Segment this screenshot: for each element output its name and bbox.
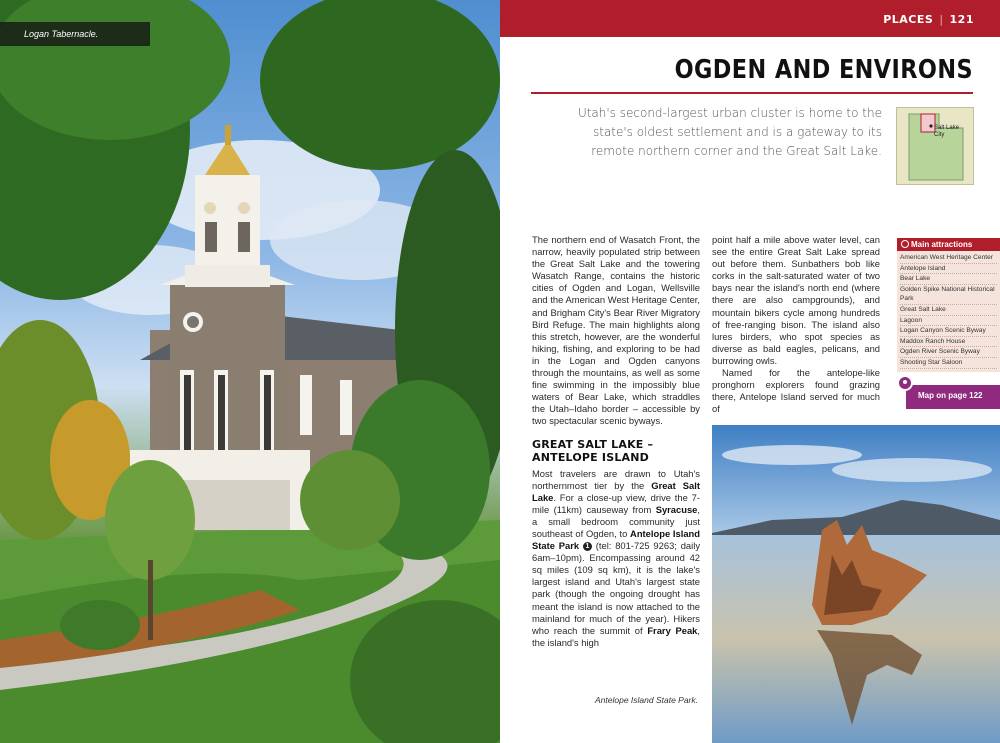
photo-caption-antelope: Antelope Island State Park. (594, 695, 698, 705)
map-city-label-line2: City (934, 132, 945, 138)
section-name: PLACES (883, 13, 934, 26)
text-run: Most travelers are drawn to Utah's northernmost tier by the (532, 467, 700, 491)
bold-term: Great Salt Lake (532, 479, 700, 503)
body-paragraph-intro: The northern end of Wasatch Front, the narrow, heavily populated strip between the Great Salt Lake and the towering Wasatch Range, contains the historic cities of Ogden and Logan, Wellsville and the American West Heritage Center, and Brigham City's Bear River Migratory Bird Refuge. The main highlights along this stretch, however, are the wonderful hiking, fishing, and exploring to be had in the Logan and Ogden canyons through the mountains, as well as some fine swimming in the impossibly blue waters of Bear Lake, which straddles the Utah–Idaho border – accessible by two spectacular scenic byways. (532, 234, 700, 427)
photo-caption-logan: Logan Tabernacle. (0, 22, 150, 46)
header-separator: | (939, 13, 944, 26)
location-icon (901, 240, 909, 248)
running-header (883, 13, 974, 26)
main-attractions-box (897, 238, 1000, 372)
bold-term: Syracuse (655, 503, 698, 515)
attraction-item: Antelope Island (900, 264, 997, 275)
bold-term: Frary Peak (647, 624, 698, 636)
bold-term: Antelope Island State Park (532, 527, 700, 552)
main-attractions-heading (897, 238, 1000, 251)
chapter-title: OGDEN AND ENVIRONS (674, 55, 973, 85)
main-attractions-title: Main attractions (911, 240, 973, 249)
body-paragraph-salt-lake (532, 468, 700, 649)
map-reference-number: 1 (583, 542, 592, 551)
attraction-item: Lagoon (900, 316, 997, 327)
title-rule (531, 92, 973, 94)
attraction-item: Golden Spike National Historical Park (900, 285, 997, 305)
chapter-intro: Utah's second-largest urban cluster is home to the state's oldest settlement and is a gateway to its remote northern corner and the Great Salt Lake. (577, 106, 882, 158)
utah-outline-map (897, 108, 975, 186)
attraction-item: Shooting Star Saloon (900, 358, 997, 369)
body-paragraph-antelope: Named for the antelope-like pronghorn explorers found grazing there, Antelope Island served for much of (712, 367, 880, 415)
antelope-island-photo (712, 425, 1000, 743)
attraction-item: Logan Canyon Scenic Byway (900, 326, 997, 337)
text-run: . For a close-up view, drive the 7-mile (11km) causeway from (532, 491, 700, 515)
attraction-item: American West Heritage Center (900, 253, 997, 264)
body-column-1 (532, 234, 700, 649)
locator-map (896, 107, 974, 185)
text-run: , the island's high (532, 624, 701, 648)
map-reference-link[interactable]: Map on page 122 (906, 385, 1000, 409)
attraction-item: Ogden River Scenic Byway (900, 347, 997, 358)
section-subhead: GREAT SALT LAKE – ANTELOPE ISLAND (532, 437, 654, 464)
text-run: (tel: 801-725 9263; daily 6am–10pm). Encompassing around 42 sq miles (109 sq km), it is the lake's largest island and Utah's largest state park (though the ongoing drought has meant the island is now attached to the mainland for much of the year). Hikers who reach the summit of (532, 540, 701, 636)
map-city-label-line1: Salt Lake (934, 125, 960, 131)
body-column-2 (712, 234, 880, 415)
map-pin-icon (897, 375, 913, 391)
page-number: 121 (949, 13, 974, 26)
text-run: , a small bedroom community just southeast of Ogden, to (532, 503, 700, 539)
attraction-item: Bear Lake (900, 274, 997, 285)
attraction-item: Maddox Ranch House (900, 337, 997, 348)
map-city-label (934, 125, 959, 139)
body-paragraph-island: point half a mile above water level, can see the entire Great Salt Lake spread out before them. Sunbathers bob like corks in the salt-saturated water of two bays near the island's north end (where there are also campgrounds), and mountain bikers cycle among hundreds of free-ranging bison. The island also lures birders, who spot species as diverse as bald eagles, pelicans, and burrowing owls. (712, 234, 880, 366)
attraction-item: Great Salt Lake (900, 305, 997, 316)
attractions-list (897, 251, 1000, 372)
page-header-bar (500, 0, 1000, 37)
